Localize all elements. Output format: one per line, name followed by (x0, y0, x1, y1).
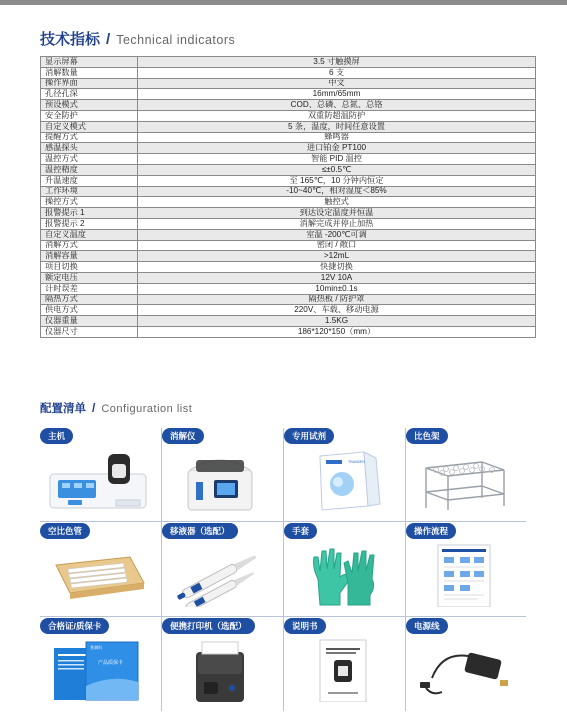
spec-key: 报警提示 2 (41, 218, 138, 229)
config-item (40, 618, 156, 703)
spec-value: 16mm/65mm (138, 89, 536, 100)
spec-row (41, 240, 536, 251)
specs-title-cn: 技术指标 (40, 31, 101, 48)
spec-key: 操控方式 (41, 197, 138, 208)
specs-section-title (40, 28, 235, 49)
spec-value: ≤±0.5℃ (138, 164, 536, 175)
spec-value: 蜂鸣器 (138, 132, 536, 143)
spec-row (41, 67, 536, 78)
spec-value: 至 165℃，10 分钟内恒定 (138, 175, 536, 186)
config-item-label: 操作流程 (406, 523, 456, 539)
spec-value: 快捷切换 (138, 262, 536, 273)
config-item-label: 移液器（选配） (162, 523, 238, 539)
spec-key: 隔热方式 (41, 294, 138, 305)
spec-key: 计时误差 (41, 283, 138, 294)
spec-key: 供电方式 (41, 305, 138, 316)
spec-value: 进口铂金 PT100 (138, 143, 536, 154)
spec-value: 12V 10A (138, 272, 536, 283)
spec-value: 双重防超温防护 (138, 110, 536, 121)
config-item (284, 618, 400, 703)
title-slash: / (106, 31, 111, 48)
spec-row (41, 218, 536, 229)
spec-value: 到达设定温度并恒温 (138, 208, 536, 219)
title-slash: / (92, 401, 96, 415)
spec-row (41, 262, 536, 273)
spec-row (41, 175, 536, 186)
spec-value: COD、总磷、总氮、总铬 (138, 100, 536, 111)
spec-row (41, 186, 536, 197)
config-title-cn: 配置清单 (40, 403, 86, 415)
config-item-label: 主机 (40, 428, 73, 444)
config-item (162, 618, 278, 703)
spec-value: -10~40℃，相对湿度＜85% (138, 186, 536, 197)
spec-value: 触控式 (138, 197, 536, 208)
spec-key: 升温速度 (41, 175, 138, 186)
printer-image (168, 638, 272, 702)
spec-value: 消解完成并停止加热 (138, 218, 536, 229)
certificate-card-image (46, 638, 150, 702)
spec-row (41, 283, 536, 294)
config-item-label: 比色架 (406, 428, 448, 444)
spec-key: 操作界面 (41, 78, 138, 89)
config-item (284, 523, 400, 608)
spec-row (41, 57, 536, 68)
spec-row (41, 143, 536, 154)
spec-value: 密闭 / 敞口 (138, 240, 536, 251)
spec-row (41, 251, 536, 262)
config-item-label: 说明书 (284, 618, 326, 634)
pipette-image (168, 543, 272, 607)
spec-row (41, 326, 536, 337)
spec-value: 1.5KG (138, 316, 536, 327)
spec-row (41, 208, 536, 219)
config-title-en: Configuration list (101, 403, 193, 415)
spec-row (41, 229, 536, 240)
spec-key: 安全防护 (41, 110, 138, 121)
spec-row (41, 78, 536, 89)
spec-value: 智能 PID 温控 (138, 154, 536, 165)
spec-key: 自定义模式 (41, 121, 138, 132)
spec-key: 仪器重量 (41, 316, 138, 327)
grid-divider (40, 616, 526, 617)
config-item-label: 合格证/质保卡 (40, 618, 109, 634)
spec-value: 隔热板 / 防护罩 (138, 294, 536, 305)
reagent-box-image (290, 448, 394, 512)
top-bar (0, 0, 567, 5)
spec-value: 3.5 寸触摸屏 (138, 57, 536, 68)
config-item-label: 便携打印机（选配） (162, 618, 255, 634)
spec-row (41, 305, 536, 316)
grid-divider (40, 521, 526, 522)
spec-key: 工作环境 (41, 186, 138, 197)
config-item-label: 消解仪 (162, 428, 204, 444)
config-item (40, 428, 156, 513)
specs-table (40, 56, 536, 338)
spec-key: 提醒方式 (41, 132, 138, 143)
config-item (162, 523, 278, 608)
spec-key: 额定电压 (41, 272, 138, 283)
certificate-brand: 普测科 (90, 645, 102, 650)
spec-value: 室温 -200℃可调 (138, 229, 536, 240)
config-item-label: 空比色管 (40, 523, 90, 539)
tube-rack-image (412, 448, 516, 512)
config-item-label: 专用试剂 (284, 428, 334, 444)
config-item (406, 523, 522, 608)
spec-key: 显示屏幕 (41, 57, 138, 68)
spec-key: 温控方式 (41, 154, 138, 165)
spec-row (41, 132, 536, 143)
spec-key: 消解方式 (41, 240, 138, 251)
spec-row (41, 121, 536, 132)
specs-title-en: Technical indicators (116, 33, 236, 47)
empty-tubes-image (46, 543, 150, 607)
config-item (40, 523, 156, 608)
spec-key: 预设模式 (41, 100, 138, 111)
config-item (284, 428, 400, 513)
spec-row (41, 110, 536, 121)
gloves-image (290, 543, 394, 607)
manual-image (290, 638, 394, 702)
spec-key: 自定义温度 (41, 229, 138, 240)
spec-value: 中文 (138, 78, 536, 89)
spec-key: 孔径孔深 (41, 89, 138, 100)
spec-key: 感温探头 (41, 143, 138, 154)
spec-value: 10min±0.1s (138, 283, 536, 294)
config-section-title (40, 400, 192, 416)
reagent-box-brand: TRANSER (348, 460, 365, 464)
spec-row (41, 197, 536, 208)
spec-row (41, 89, 536, 100)
config-item-label: 手套 (284, 523, 317, 539)
host-instrument-image (46, 448, 150, 512)
spec-row (41, 154, 536, 165)
spec-row (41, 100, 536, 111)
spec-key: 项目切换 (41, 262, 138, 273)
spec-value: 186*120*150（mm） (138, 326, 536, 337)
spec-key: 消解数量 (41, 67, 138, 78)
config-item (406, 618, 522, 703)
config-item-label: 电源线 (406, 618, 448, 634)
spec-key: 温控精度 (41, 164, 138, 175)
spec-row (41, 316, 536, 327)
spec-key: 报警提示 1 (41, 208, 138, 219)
power-adapter-image (412, 638, 516, 702)
config-item (406, 428, 522, 513)
digester-image (168, 448, 272, 512)
spec-value: 6 支 (138, 67, 536, 78)
spec-key: 消解容量 (41, 251, 138, 262)
certificate-title: 产品质保卡 (98, 660, 124, 666)
config-item (162, 428, 278, 513)
spec-value: 220V、车载、移动电源 (138, 305, 536, 316)
spec-row (41, 272, 536, 283)
spec-row (41, 164, 536, 175)
spec-key: 仪器尺寸 (41, 326, 138, 337)
spec-row (41, 294, 536, 305)
spec-value: 5 条，温度，时间任意设置 (138, 121, 536, 132)
flowchart-sheet-image (412, 543, 516, 607)
spec-value: >12mL (138, 251, 536, 262)
